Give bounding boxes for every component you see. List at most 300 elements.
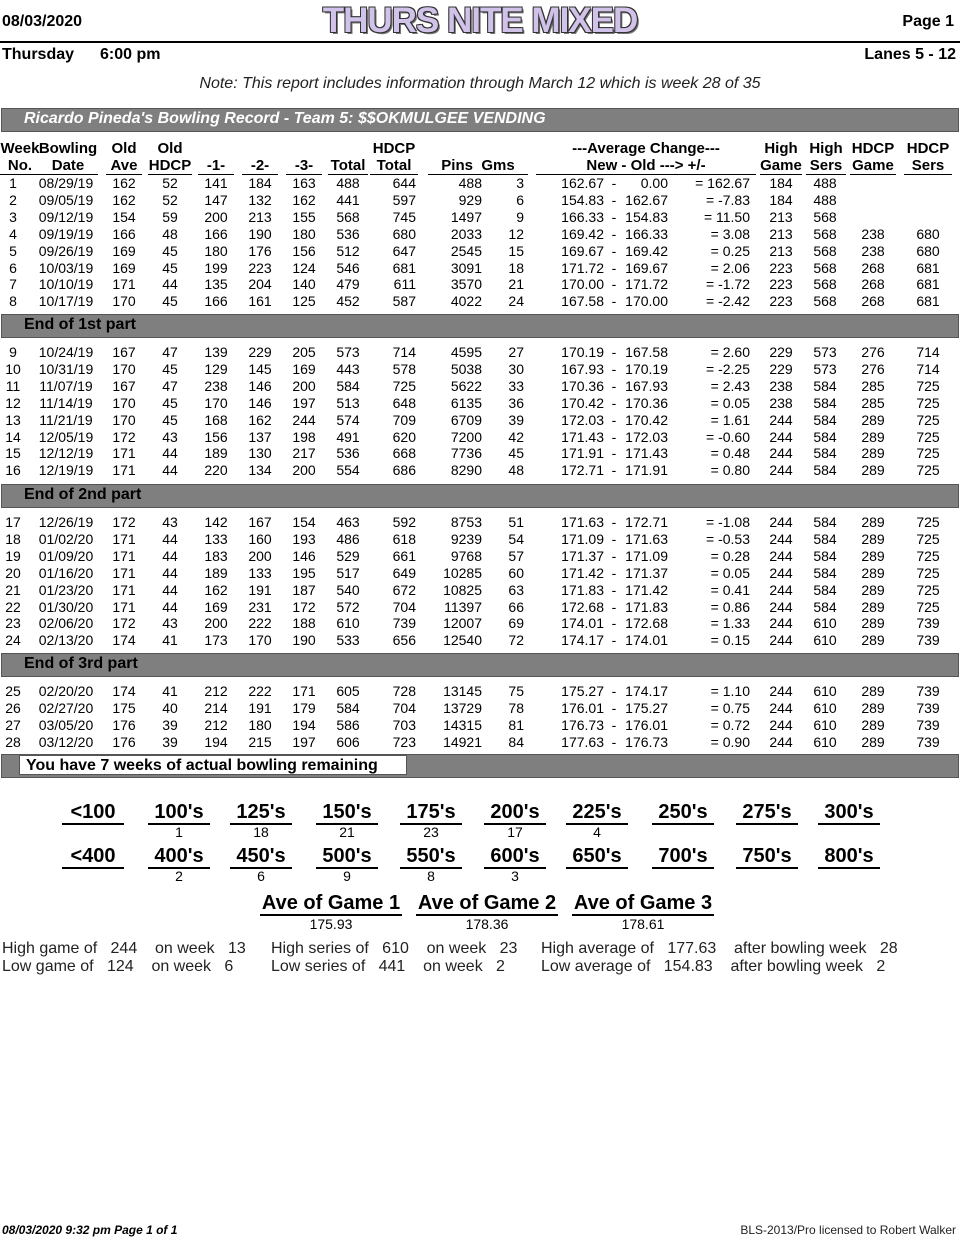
table-cell: 48	[508, 462, 524, 479]
table-cell: 725	[916, 514, 940, 530]
table-cell: 212	[204, 716, 228, 733]
series-bucket-label: 800's	[818, 845, 880, 869]
col-old-hdcp: Old HDCP	[148, 140, 192, 174]
league-title: THURS NITE MIXED	[322, 1, 638, 40]
table-cell: 1	[9, 175, 17, 191]
table-cell: 725	[916, 411, 940, 428]
table-cell: 584	[813, 411, 837, 428]
table-cell: 3	[516, 175, 524, 191]
table-cell: 190	[292, 632, 316, 649]
table-cell: 170.00	[625, 293, 668, 310]
table-cell: 714	[916, 344, 940, 360]
table-cell: 244	[292, 411, 316, 428]
table-cell: 40	[162, 699, 178, 716]
table-cell: 39	[162, 716, 178, 733]
table-cell: 169.42	[625, 242, 668, 259]
table-cell: 141	[204, 175, 228, 191]
table-cell: 289	[861, 445, 885, 462]
table-cell: 24	[508, 293, 524, 310]
game-bucket-label: 225's	[566, 801, 628, 825]
table-cell: 169	[204, 598, 228, 615]
game-bucket-label: 250's	[652, 801, 714, 825]
table-cell: 244	[769, 530, 793, 547]
game-bucket-label: <100	[62, 801, 124, 825]
table-cell: = 2.43	[710, 377, 750, 394]
table-cell: 176	[112, 733, 136, 750]
high-series-stat: High series of 610 on week 23	[271, 940, 518, 957]
table-cell: 200	[292, 377, 316, 394]
table-cell: 486	[336, 530, 360, 547]
avg-dash: -	[611, 615, 617, 632]
table-cell: 10	[5, 360, 21, 377]
table-cell: 205	[292, 344, 316, 360]
table-cell: 725	[916, 377, 940, 394]
table-cell: 723	[392, 733, 416, 750]
table-cell: 198	[292, 428, 316, 445]
table-cell: 36	[508, 394, 524, 411]
table-cell: 3570	[450, 276, 482, 293]
table-cell: 18	[5, 530, 21, 547]
table-cell: 170	[112, 360, 136, 377]
table-cell: 725	[916, 598, 940, 615]
table-cell: 176.01	[625, 716, 668, 733]
table-cell: 244	[769, 733, 793, 750]
table-cell: 289	[861, 733, 885, 750]
table-cell: 3091	[450, 259, 482, 276]
table-cell: 24	[5, 632, 21, 649]
table-cell: 2	[9, 191, 17, 208]
col-high-sers: High Sers	[806, 140, 846, 175]
table-cell: 584	[813, 514, 837, 530]
table-cell: 289	[861, 632, 885, 649]
series-bucket-label: 550's	[400, 845, 462, 869]
table-cell: 289	[861, 514, 885, 530]
table-cell: 170.19	[561, 344, 604, 360]
table-cell: 171	[112, 276, 136, 293]
table-cell: 681	[392, 259, 416, 276]
table-cell: 229	[248, 344, 272, 360]
table-cell: 739	[916, 699, 940, 716]
table-cell: 568	[813, 293, 837, 310]
table-cell: 238	[861, 242, 885, 259]
table-cell: = 1.61	[710, 411, 750, 428]
table-cell: 21	[5, 581, 21, 598]
game-average-label: Ave of Game 2	[417, 892, 557, 914]
record-title: Ricardo Pineda's Bowling Record - Team 5: $$OKMULGEE VENDING	[24, 110, 546, 127]
table-cell: 17	[5, 514, 21, 530]
table-cell: 5	[9, 242, 17, 259]
table-cell: 59	[162, 208, 178, 225]
section-end-label: End of 1st part	[24, 316, 137, 333]
game-bucket-label: 175's	[400, 801, 462, 825]
table-cell: 289	[861, 615, 885, 632]
table-cell: 5622	[450, 377, 482, 394]
league-time: 6:00 pm	[100, 46, 161, 63]
table-cell: 244	[769, 581, 793, 598]
table-cell: 156	[292, 242, 316, 259]
table-cell: 81	[508, 716, 524, 733]
table-cell: 162	[292, 191, 316, 208]
table-cell: 584	[813, 377, 837, 394]
table-cell: 739	[916, 716, 940, 733]
table-cell: 172	[292, 598, 316, 615]
table-cell: 180	[248, 716, 272, 733]
table-cell: 171.37	[625, 564, 668, 581]
table-cell: 7	[9, 276, 17, 293]
table-cell: 6	[9, 259, 17, 276]
table-cell: = 11.50	[703, 208, 750, 225]
table-cell: 223	[769, 293, 793, 310]
table-cell: = 1.33	[710, 615, 750, 632]
table-cell: 44	[162, 564, 178, 581]
table-cell: 171.42	[625, 581, 668, 598]
table-cell: 11/07/19	[39, 377, 93, 394]
avg-dash: -	[611, 394, 617, 411]
table-cell: 5038	[450, 360, 482, 377]
table-cell: 172	[112, 615, 136, 632]
table-cell: 169	[112, 259, 136, 276]
table-cell: 568	[813, 225, 837, 242]
table-cell: 47	[162, 377, 178, 394]
table-cell: 166	[204, 293, 228, 310]
table-cell: 573	[336, 344, 360, 360]
avg-dash: -	[611, 699, 617, 716]
table-cell: 610	[813, 699, 837, 716]
table-cell: = 0.28	[710, 547, 750, 564]
table-cell: 154.83	[625, 208, 668, 225]
table-cell: 568	[813, 259, 837, 276]
table-cell: 11397	[444, 598, 482, 615]
table-cell: 513	[336, 394, 360, 411]
table-cell: 190	[248, 225, 272, 242]
table-cell: 13729	[443, 699, 482, 716]
table-cell: 09/26/19	[38, 242, 94, 259]
table-cell: 21	[508, 276, 524, 293]
table-cell: 166	[204, 225, 228, 242]
table-cell: 222	[248, 615, 272, 632]
table-cell: 25	[5, 683, 21, 699]
game-bucket-label: 275's	[736, 801, 798, 825]
table-cell: 146	[248, 394, 272, 411]
table-cell: 147	[204, 191, 228, 208]
table-cell: 725	[916, 547, 940, 564]
table-cell: 173	[204, 632, 228, 649]
table-cell: 41	[162, 683, 178, 699]
table-cell: 171.72	[561, 259, 604, 276]
table-cell: 745	[392, 208, 416, 225]
series-bucket-count: 3	[511, 868, 519, 884]
table-cell: 170.36	[625, 394, 668, 411]
table-cell: 09/05/19	[38, 191, 94, 208]
col-hdcp-sers: HDCP Sers	[904, 140, 952, 175]
table-cell: 15	[5, 445, 21, 462]
avg-dash: -	[611, 377, 617, 394]
table-cell: 13145	[443, 683, 482, 699]
table-cell: 8753	[450, 514, 482, 530]
table-cell: 174.17	[561, 632, 604, 649]
table-cell: 170.42	[625, 411, 668, 428]
table-cell: 568	[813, 242, 837, 259]
avg-dash: -	[611, 445, 617, 462]
record-title-band	[1, 108, 959, 132]
table-cell: 44	[162, 547, 178, 564]
page-number: Page 1	[902, 13, 954, 30]
table-cell: 3	[9, 208, 17, 225]
table-cell: 9	[516, 208, 524, 225]
table-cell: 223	[248, 259, 272, 276]
table-cell: 01/16/20	[38, 564, 94, 581]
table-cell: 289	[861, 683, 885, 699]
table-cell: 169.67	[561, 242, 604, 259]
table-cell: 172.68	[561, 598, 604, 615]
table-cell: 188	[292, 615, 316, 632]
table-cell: 23	[5, 615, 21, 632]
table-cell: = 0.15	[710, 632, 750, 649]
table-cell: 586	[336, 716, 360, 733]
high-average-stat: High average of 177.63 after bowling week 28	[541, 940, 898, 957]
table-cell: 725	[916, 445, 940, 462]
table-cell: = -2.25	[706, 360, 750, 377]
table-cell: 584	[813, 581, 837, 598]
table-cell: 213	[769, 225, 793, 242]
low-average-stat: Low average of 154.83 after bowling week 2	[541, 958, 886, 975]
table-cell: 176.73	[625, 733, 668, 750]
table-cell: 167	[112, 377, 136, 394]
table-cell: 268	[861, 276, 885, 293]
table-cell: 584	[336, 699, 360, 716]
table-cell: 244	[769, 462, 793, 479]
table-cell: 443	[336, 360, 360, 377]
table-cell: 168	[204, 411, 228, 428]
table-cell: = 3.08	[710, 225, 750, 242]
table-cell: 45	[162, 360, 178, 377]
table-cell: 140	[292, 276, 316, 293]
table-cell: = 0.05	[710, 564, 750, 581]
avg-dash: -	[611, 360, 617, 377]
table-cell: 161	[248, 293, 272, 310]
low-series-stat: Low series of 441 on week 2	[271, 958, 505, 975]
table-cell: 648	[392, 394, 416, 411]
table-cell: 20	[5, 564, 21, 581]
table-cell: 75	[508, 683, 524, 699]
table-cell: 12/12/19	[38, 445, 94, 462]
table-cell: 584	[813, 394, 837, 411]
table-cell: 171.72	[625, 276, 668, 293]
table-cell: 156	[204, 428, 228, 445]
col-game2: -2-	[242, 157, 278, 175]
avg-dash: -	[611, 225, 617, 242]
table-cell: 42	[508, 428, 524, 445]
table-cell: 214	[204, 699, 228, 716]
table-cell: = 2.60	[710, 344, 750, 360]
table-cell: = 1.10	[710, 683, 750, 699]
table-cell: 244	[769, 564, 793, 581]
table-cell: 166.33	[561, 208, 604, 225]
table-cell: 9	[9, 344, 17, 360]
table-cell: = 2.06	[710, 259, 750, 276]
table-cell: 739	[916, 683, 940, 699]
table-cell: 45	[162, 411, 178, 428]
table-cell: 195	[292, 564, 316, 581]
table-cell: 572	[336, 598, 360, 615]
section-end-label: End of 2nd part	[24, 486, 142, 503]
table-cell: 200	[292, 462, 316, 479]
table-cell: 8	[9, 293, 17, 310]
table-cell: 268	[861, 293, 885, 310]
table-cell: 213	[769, 208, 793, 225]
table-cell: 587	[392, 293, 416, 310]
table-cell: 739	[392, 615, 416, 632]
table-cell: 611	[393, 276, 416, 293]
table-cell: 172.71	[561, 462, 604, 479]
table-cell: 229	[769, 360, 793, 377]
table-cell: 162	[248, 411, 272, 428]
table-cell: 610	[813, 683, 837, 699]
table-cell: 78	[508, 699, 524, 716]
table-cell: 10/24/19	[38, 344, 94, 360]
table-cell: 7200	[450, 428, 482, 445]
table-cell: 10/17/19	[38, 293, 94, 310]
table-cell: 170.42	[561, 394, 604, 411]
table-cell: 529	[336, 547, 360, 564]
table-cell: 191	[248, 581, 272, 598]
high-game-stat: High game of 244 on week 13	[2, 940, 246, 957]
league-day: Thursday	[2, 46, 75, 63]
table-cell: 12/05/19	[38, 428, 94, 445]
lanes: Lanes 5 - 12	[864, 46, 956, 63]
table-cell: 180	[292, 225, 316, 242]
col-total: Total	[328, 157, 368, 175]
table-cell: 171.09	[625, 547, 668, 564]
footer-print-info: 08/03/2020 9:32 pm Page 1 of 1	[2, 1223, 178, 1237]
table-cell: 605	[336, 683, 360, 699]
table-cell: = 162.67	[695, 175, 750, 191]
table-cell: 6709	[450, 411, 482, 428]
table-cell: 244	[769, 428, 793, 445]
table-cell: 592	[392, 514, 416, 530]
table-cell: 171.37	[561, 547, 604, 564]
table-cell: 169	[112, 242, 136, 259]
table-cell: 170.19	[625, 360, 668, 377]
table-cell: 223	[769, 259, 793, 276]
table-cell: 145	[248, 360, 272, 377]
table-cell: 180	[204, 242, 228, 259]
table-cell: 197	[292, 733, 316, 750]
table-cell: 536	[336, 445, 360, 462]
table-cell: 584	[813, 564, 837, 581]
table-cell: = -0.53	[706, 530, 750, 547]
table-cell: 135	[204, 276, 228, 293]
table-cell: 171.63	[561, 514, 604, 530]
col-week: Week No.	[0, 140, 40, 174]
table-cell: 584	[813, 445, 837, 462]
table-cell: 584	[336, 377, 360, 394]
table-cell: 01/02/20	[38, 530, 94, 547]
table-cell: 703	[392, 716, 416, 733]
table-cell: 174.01	[625, 632, 668, 649]
table-cell: 574	[336, 411, 360, 428]
table-cell: 44	[162, 276, 178, 293]
avg-dash: -	[611, 242, 617, 259]
table-cell: 171.09	[561, 530, 604, 547]
table-cell: 610	[336, 615, 360, 632]
table-cell: 2545	[450, 242, 482, 259]
col-pins-gms: Pins Gms	[428, 157, 528, 175]
table-cell: 172.68	[625, 615, 668, 632]
table-cell: 661	[392, 547, 416, 564]
table-cell: 54	[508, 530, 524, 547]
table-cell: 16	[5, 462, 21, 479]
table-cell: 584	[813, 462, 837, 479]
table-cell: 725	[916, 428, 940, 445]
game-bucket-label: 300's	[818, 801, 880, 825]
table-cell: 45	[162, 242, 178, 259]
table-cell: 45	[162, 394, 178, 411]
table-cell: 268	[861, 259, 885, 276]
avg-dash: -	[611, 598, 617, 615]
series-bucket-count: 9	[343, 868, 351, 884]
table-cell: 200	[204, 208, 228, 225]
table-cell: 0.00	[640, 175, 668, 191]
table-cell: 704	[392, 699, 416, 716]
table-cell: 170	[112, 293, 136, 310]
table-cell: 11/14/19	[39, 394, 93, 411]
table-cell: 725	[916, 462, 940, 479]
table-cell: = 0.72	[710, 716, 750, 733]
table-cell: 154	[112, 208, 136, 225]
table-cell: 704	[392, 598, 416, 615]
table-cell: 681	[916, 276, 940, 293]
table-cell: 176.01	[561, 699, 604, 716]
table-cell: 57	[508, 547, 524, 564]
table-cell: = -2.42	[706, 293, 750, 310]
table-cell: 2033	[450, 225, 482, 242]
table-cell: 452	[336, 293, 360, 310]
table-cell: 69	[508, 615, 524, 632]
table-cell: 14921	[443, 733, 482, 750]
table-cell: 244	[769, 598, 793, 615]
table-cell: 171.63	[625, 530, 668, 547]
table-cell: 289	[861, 699, 885, 716]
section-end-band	[1, 314, 959, 338]
table-cell: 162	[204, 581, 228, 598]
table-cell: 672	[392, 581, 416, 598]
series-bucket-label: 750's	[736, 845, 798, 869]
table-cell: 238	[861, 225, 885, 242]
col-hdcp-game: HDCP Game	[851, 140, 895, 174]
table-cell: 12/19/19	[38, 462, 94, 479]
table-cell: 172.03	[561, 411, 604, 428]
table-cell: 170	[248, 632, 272, 649]
table-cell: 171.83	[561, 581, 604, 598]
table-cell: 171.91	[625, 462, 668, 479]
section-end-band	[1, 653, 959, 677]
table-cell: 491	[336, 428, 360, 445]
table-cell: 51	[508, 514, 524, 530]
series-bucket-count: 2	[175, 868, 183, 884]
table-cell: 12007	[443, 615, 482, 632]
table-cell: 9768	[450, 547, 482, 564]
game-bucket-count: 18	[253, 824, 269, 840]
table-cell: 176	[248, 242, 272, 259]
table-cell: 172.71	[625, 514, 668, 530]
section-end-label: End of 3rd part	[24, 655, 138, 672]
table-cell: 488	[813, 175, 837, 191]
table-cell: 10825	[443, 581, 482, 598]
col-old-ave: Old Ave	[106, 140, 142, 175]
table-cell: 217	[292, 445, 316, 462]
table-cell: 02/20/20	[38, 683, 94, 699]
